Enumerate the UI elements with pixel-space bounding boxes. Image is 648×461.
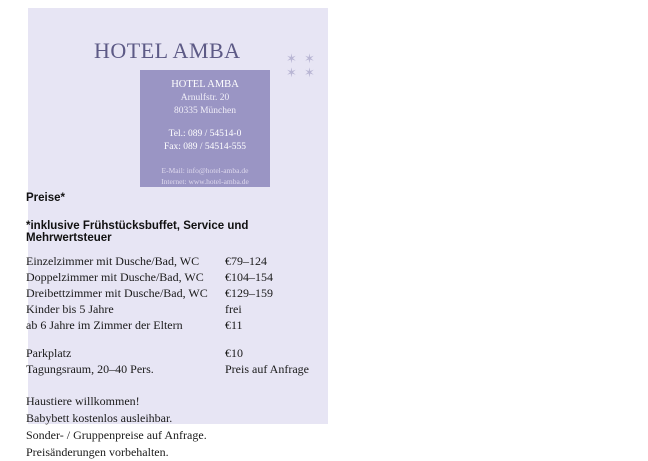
price-row-label: ab 6 Jahre im Zimmer der Eltern: [26, 318, 183, 332]
price-table: [26, 254, 309, 378]
price-row-label: Doppelzimmer mit Dusche/Bad, WC: [26, 270, 204, 284]
footer-note-line: Haustiere willkommen!: [26, 394, 140, 408]
price-footer-notes: [26, 393, 326, 461]
address-block: [140, 70, 270, 187]
star-icon: ✶: [304, 51, 315, 66]
star-icon: ✶: [286, 51, 297, 66]
table-row: [26, 362, 309, 378]
price-row-value: Preis auf Anfrage: [225, 362, 309, 376]
table-row: [26, 254, 309, 270]
price-inclusions-note: *inklusive Frühstücksbuffet, Service und Mehrwertsteuer: [26, 220, 249, 244]
price-row-value: €11: [225, 318, 243, 332]
hotel-title: HOTEL AMBA: [94, 38, 241, 63]
price-row-value: €129–159: [225, 286, 273, 300]
table-spacer: [26, 334, 309, 346]
table-row: [26, 302, 309, 318]
price-row-label: Tagungsraum, 20–40 Pers.: [26, 362, 154, 376]
star-icon: ✶: [304, 65, 315, 80]
price-row-label: Parkplatz: [26, 346, 72, 360]
footer-note-line: Preisänderungen vorbehalten.: [26, 445, 169, 460]
price-row-value: €10: [225, 346, 243, 360]
table-row: [26, 270, 309, 286]
footer-note-line: Sonder- / Gruppenpreise auf Anfrage.: [26, 428, 207, 443]
star-icon: ✶: [286, 65, 297, 80]
star-rating: [280, 52, 324, 80]
address-street: Arnulfstr. 20: [180, 93, 230, 104]
price-row-value: €104–154: [225, 270, 273, 284]
address-hotel-name: HOTEL AMBA: [171, 79, 239, 90]
address-fax: Fax: 089 / 54514-555: [163, 142, 247, 153]
price-row-value: €79–124: [225, 254, 267, 268]
address-website: Internet: www.hotel-amba.de: [161, 177, 249, 187]
address-telephone: Tel.: 089 / 54514-0: [168, 128, 242, 139]
price-section-heading: Preise*: [26, 192, 66, 204]
table-row: [26, 318, 309, 334]
footer-note-line: Babybett kostenlos ausleihbar.: [26, 411, 173, 426]
address-city: 80335 München: [173, 105, 236, 116]
price-row-label: Dreibettzimmer mit Dusche/Bad, WC: [26, 286, 208, 300]
price-row-value: frei: [225, 302, 242, 316]
price-row-label: Kinder bis 5 Jahre: [26, 302, 114, 316]
table-row: [26, 286, 309, 302]
price-row-label: Einzelzimmer mit Dusche/Bad, WC: [26, 254, 200, 268]
table-row: [26, 346, 309, 362]
address-email: E-Mail: info@hotel-amba.de: [161, 166, 249, 176]
price-section: [26, 192, 326, 461]
